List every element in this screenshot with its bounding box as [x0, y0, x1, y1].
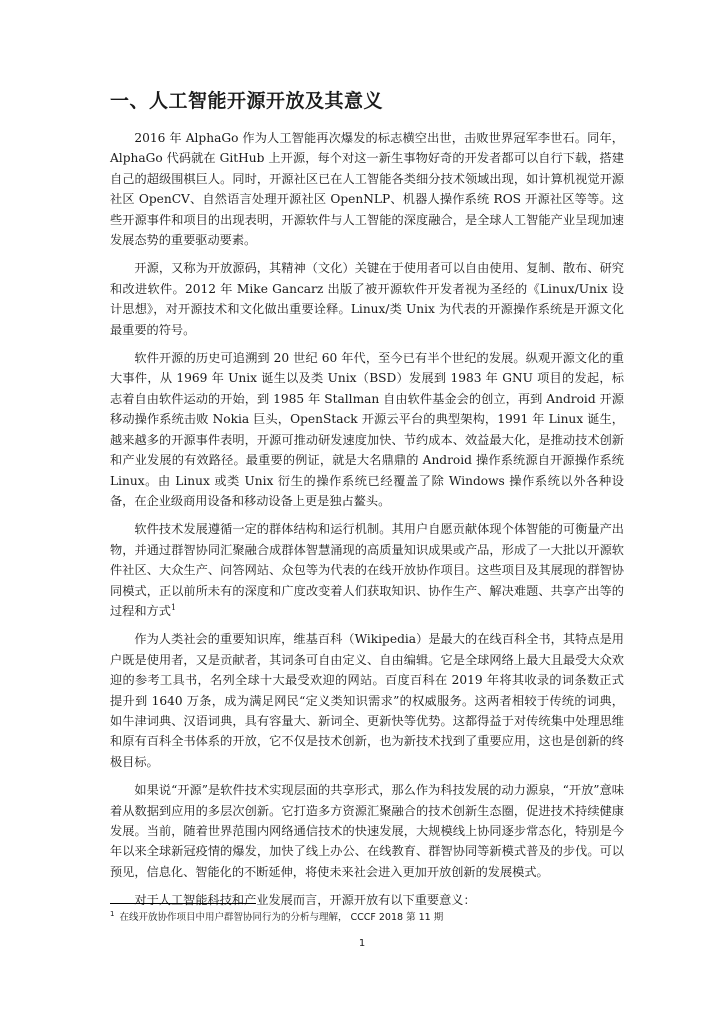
paragraph-5: 作为人类社会的重要知识库，维基百科（Wikipedia）是最大的在线百科全书，其特点是用户既是使用者，又是贡献者，其词条可自由定义、自由编辑。它是全球网络上最大且最受大众欢迎的参考工具书，名列全球十大最受欢迎的网站。百度百科在 2019 年将其收录的词条数正式提升到 1640 万条，成为满足网民“定义类知识需求”的权威服务。这两者相较于传统的词典，如牛津词典、汉语词典，具有容量大、新词全、更新快等优势。这都得益于对传统集中处理思维和原有百科全书体系的开放，它不仅是技术创新，也为新技术找到了重要应用，这也是创新的终极目标。	[110, 632, 624, 769]
page-number: 1	[358, 938, 366, 949]
paragraph-6: 如果说“开源”是软件技术实现层面的共享形式，那么作为科技发展的动力源泉，“开放”意味着从数据到应用的多层次创新。它打造多方资源汇聚融合的技术创新生态圈，促进技术持续健康发展。当前，随着世界范围内网络通信技术的快速发展，大规模线上协同逐步常态化，特别是今年以来全球新冠疫情的爆发，加快了线上办公、在线教育、群智协同等新模式普及的步伐。可以预见，信息化、智能化的不断延伸，将使未来社会进入更加开放创新的发展模式。	[110, 783, 624, 879]
footnote-divider	[110, 903, 256, 904]
footnote-reference[interactable]: 1	[170, 602, 177, 612]
footnote-text: 在线开放协作项目中用户群智协同行为的分析与理解， CCCF 2018 第 11 期	[119, 912, 444, 923]
paragraph-2: 开源，又称为开放源码，其精神（文化）关键在于使用者可以自由使用、复制、散布、研究和改进软件。2012 年 Mike Gancarz 出版了被开源软件开发者视为圣经的《Linux/Unix 设计思想》，对开源技术和文化做出重要诠释。Linux/类 Unix 为代表的开源操作系统是开源文化最重要的符号。	[110, 261, 624, 337]
paragraph-3: 软件开源的历史可追溯到 20 世纪 60 年代，至今已有半个世纪的发展。纵观开源文化的重大事件，从 1969 年 Unix 诞生以及类 Unix（BSD）发展到 1983 年 GNU 项目的发起，标志着自由软件运动的开始，到 1985 年 Stallman 自由软件基金会的创立，再到 Android 开源移动操作系统击败 Nokia 巨头，OpenStack 开源云平台的典型架构，1991 年 Linux 诞生，越来越多的开源事件表明，开源可推动研发速度加快、节约成本、效益最大化，是推动技术创新和产业发展的有效路径。最重要的例证，就是大名鼎鼎的 Android 操作系统源自开源操作系统 Linux。由 Linux 或类 Unix 衍生的操作系统已经覆盖了除 Windows 操作系统以外各种设备，在企业级商用设备和移动设备上更是独占鳌头。	[110, 351, 624, 508]
paragraph-7: 对于人工智能科技和产业发展而言，开源开放有以下重要意义：	[134, 893, 476, 908]
paragraph-4-text: 软件技术发展遵循一定的群体结构和运行机制。其用户自愿贡献体现个体智能的可衡量产出物，并通过群智协同汇聚融合成群体智慧涌现的高质量知识成果或产品，形成了一大批以开源软件社区、大众生产、问答网站、众包等为代表的在线开放协作项目。这些项目及其展现的群智协同模式，正以前所未有的深度和广度改变着人们获取知识、协作生产、解决难题、共享产出等的过程和方式	[110, 522, 624, 618]
paragraph-1: 2016 年 AlphaGo 作为人工智能再次爆发的标志横空出世，击败世界冠军李世石。同年，AlphaGo 代码就在 GitHub 上开源，每个对这一新生事物好奇的开发者都可以自行下载，搭建自己的超级围棋巨人。同时，开源社区已在人工智能各类细分技术领域出现，如计算机视觉开源社区 OpenCV、自然语言处理开源社区 OpenNLP、机器人操作系统 ROS 开源社区等等。这些开源事件和项目的出现表明，开源软件与人工智能的深度融合，是全球人工智能产业呈现加速发展态势的重要驱动要素。	[110, 131, 624, 248]
section-heading: 一、人工智能开源开放及其意义	[110, 90, 384, 112]
footnote	[110, 911, 443, 925]
body-text	[110, 128, 624, 919]
paragraph-4	[110, 519, 624, 621]
footnote-number: 1	[110, 909, 115, 918]
